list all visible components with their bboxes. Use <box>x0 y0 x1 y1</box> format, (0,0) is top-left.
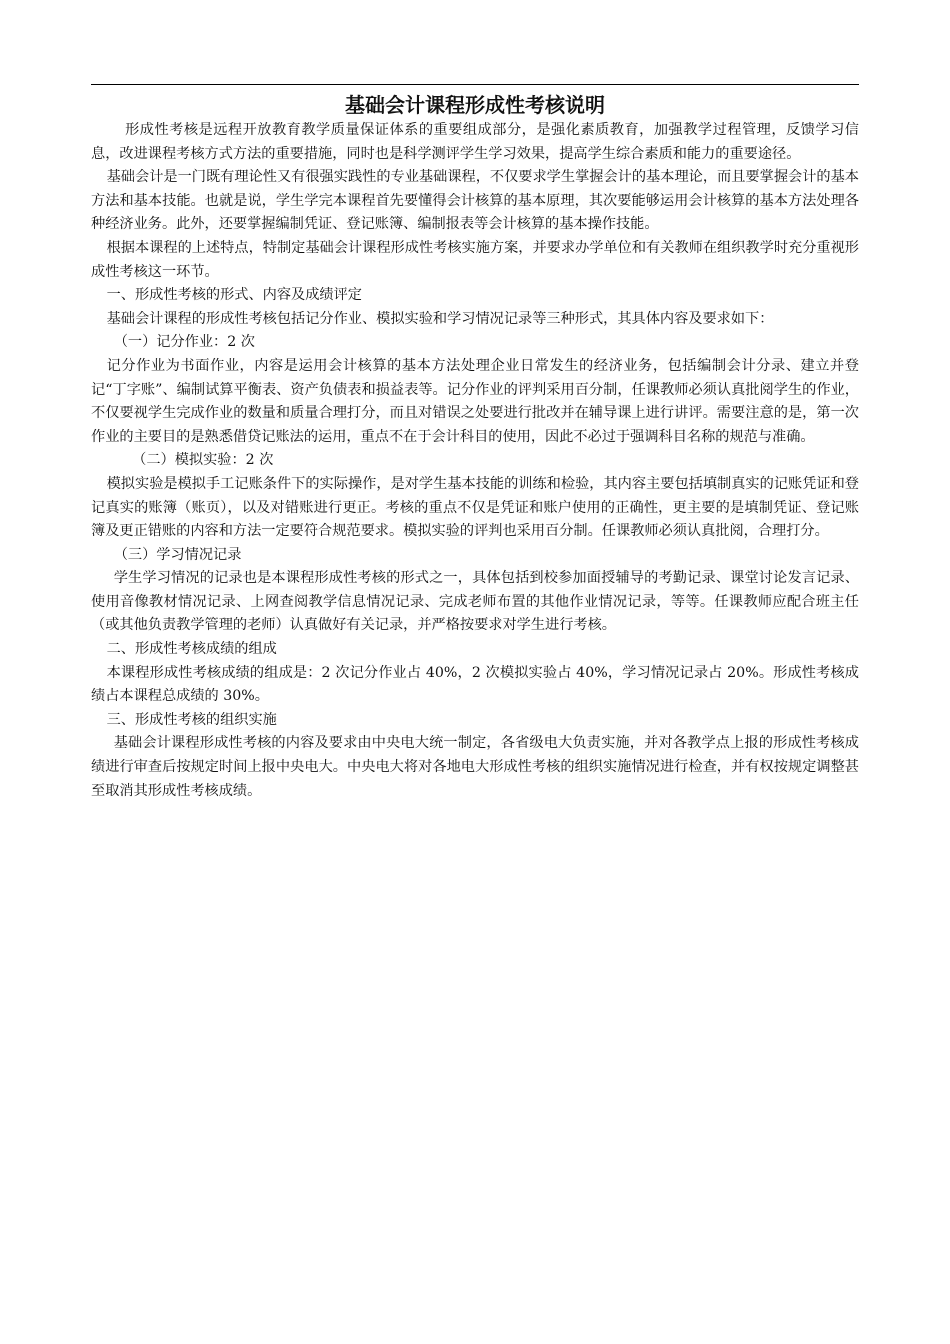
intro-paragraph-3: 根据本课程的上述特点，特制定基础会计课程形成性考核实施方案，并要求办学单位和有关教师在组织教学时充分重视形成性考核这一环节。 <box>91 239 859 280</box>
section-1-heading: 一、形成性考核的形式、内容及成绩评定 <box>106 287 362 304</box>
subsection-3-heading: （三）学习情况记录 <box>113 546 242 563</box>
subsection-3-body: 学生学习情况的记录也是本课程形成性考核的形式之一，具体包括到校参加面授辅导的考勤记录、课堂讨论发言记录、使用音像教材情况记录、上网查阅教学信息情况记录、完成老师布置的其他作业情况记录，等等。任课教师应配合班主任（或其他负责教学管理的老师）认真做好有关记录，并严格按要求对学生进行考核。 <box>91 570 859 634</box>
section-2-heading: 二、形成性考核成绩的组成 <box>106 641 277 658</box>
subsection-2-body: 模拟实验是模拟手工记账条件下的实际操作，是对学生基本技能的训练和检验，其内容主要包括填制真实的记账凭证和登记真实的账簿（账页），以及对错账进行更正。考核的重点不仅是凭证和账户使用的正确性，更主要的是填制凭证、登记账簿及更正错账的内容和方法一定要符合规范要求。模拟实验的评判也采用百分制。任课教师必须认真批阅，合理打分。 <box>91 475 859 540</box>
header-rule <box>91 84 859 85</box>
section-1-body: 基础会计课程的形成性考核包括记分作业、模拟实验和学习情况记录等三种形式，其具体内容及要求如下： <box>106 310 774 327</box>
section-3-heading: 三、形成性考核的组织实施 <box>106 711 277 728</box>
intro-paragraph-1: 形成性考核是远程开放教育教学质量保证体系的重要组成部分，是强化素质教育，加强教学过程管理，反馈学习信息，改进课程考核方式方法的重要措施，同时也是科学测评学生学习效果，提高学生综合素质和能力的重要途径。 <box>91 122 859 162</box>
section-2-body: 本课程形成性考核成绩的组成是：2 次记分作业占 40%，2 次模拟实验占 40%，学习情况记录占 20%。形成性考核成绩占本课程总成绩的 30%。 <box>91 664 859 705</box>
section-3-body: 基础会计课程形成性考核的内容及要求由中央电大统一制定，各省级电大负责实施，并对各教学点上报的形成性考核成绩进行审查后按规定时间上报中央电大。中央电大将对各地电大形成性考核的组织实施情况进行检查，并有权按规定调整甚至取消其形成性考核成绩。 <box>91 735 859 799</box>
document-title: 基础会计课程形成性考核说明 <box>345 93 605 117</box>
subsection-1-body: 记分作业为书面作业，内容是运用会计核算的基本方法处理企业日常发生的经济业务，包括编制会计分录、建立并登记“丁字账”、编制试算平衡表、资产负债表和损益表等。记分作业的评判采用百分制，任课教师必须认真批阅学生的作业，不仅要视学生完成作业的数量和质量合理打分，而且对错误之处要进行批改并在辅导课上进行讲评。需要注意的是，第一次作业的主要目的是熟悉借贷记账法的运用，重点不在于会计科目的使用，因此不必过于强调科目名称的规范与准确。 <box>91 357 859 445</box>
document-page <box>91 84 859 803</box>
subsection-1-heading: （一）记分作业：2 次 <box>113 334 255 351</box>
subsection-2-heading: （二）模拟实验：2 次 <box>132 452 274 469</box>
intro-paragraph-2: 基础会计是一门既有理论性又有很强实践性的专业基础课程，不仅要求学生掌握会计的基本理论，而且要掌握会计的基本方法和基本技能。也就是说，学生学完本课程首先要懂得会计核算的基本原理，其次要能够运用会计核算的基本方法处理各种经济业务。此外，还要掌握编制凭证、登记账簿、编制报表等会计核算的基本操作技能。 <box>91 169 859 233</box>
